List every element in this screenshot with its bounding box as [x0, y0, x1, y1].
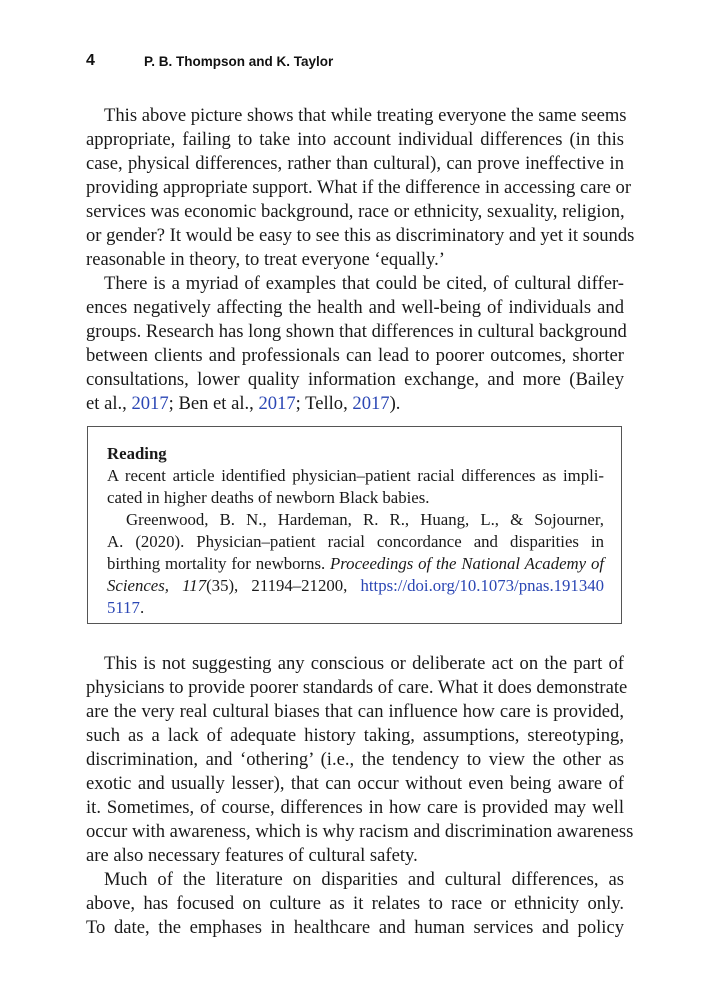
reference-line: 5117.: [107, 598, 145, 617]
body-line: providing appropriate support. What if the difference in accessing care or: [86, 177, 632, 198]
body-line: ences negatively affecting the health and well-being of individuals and: [86, 297, 624, 318]
body-line: To date, the emphases in healthcare and human services and policy: [86, 917, 624, 938]
body-line: occur with awareness, which is why racism and discrimination awareness: [86, 821, 634, 842]
body-line: are the very real cultural biases that can influence how care is provided,: [86, 701, 624, 722]
body-line: There is a myriad of examples that could be cited, of cultural differ-: [104, 273, 624, 294]
running-head-authors: P. B. Thompson and K. Taylor: [144, 54, 334, 69]
doi-link-continued[interactable]: 5117: [107, 598, 140, 617]
body-line: consultations, lower quality information exchange, and more (Bailey: [86, 369, 624, 390]
reading-intro-line: cated in higher deaths of newborn Black babies.: [107, 488, 430, 507]
body-line: are also necessary features of cultural safety.: [86, 845, 418, 866]
body-line: services was economic background, race or ethnicity, sexuality, religion,: [86, 201, 625, 222]
reference-line: Greenwood, B. N., Hardeman, R. R., Huang, L., & Sojourner,: [126, 510, 604, 529]
body-line: or gender? It would be easy to see this as discriminatory and yet it sounds: [86, 225, 635, 246]
body-line: discrimination, and ‘othering’ (i.e., the tendency to view the other as: [86, 749, 624, 770]
citation-line: et al., 2017; Ben et al., 2017; Tello, 2017).: [86, 393, 401, 414]
citation-link-bailey[interactable]: 2017: [131, 393, 169, 414]
body-line: it. Sometimes, of course, differences in how care is provided may well: [86, 797, 624, 818]
citation-link-ben[interactable]: 2017: [258, 393, 296, 414]
journal-volume: Sciences, 117: [107, 576, 207, 595]
body-line: This is not suggesting any conscious or deliberate act on the part of: [104, 653, 624, 674]
journal-title: Proceedings of the National Academy of: [330, 554, 604, 573]
body-line: reasonable in theory, to treat everyone ‘equally.’: [86, 249, 445, 270]
body-line: exotic and usually lesser), that can occur without even being aware of: [86, 773, 624, 794]
reference-line: birthing mortality for newborns. Proceedings of the National Academy of: [107, 554, 604, 573]
page-number: 4: [86, 52, 95, 69]
reading-title: Reading: [107, 444, 167, 463]
body-line: Much of the literature on disparities and cultural differences, as: [104, 869, 624, 890]
doi-link[interactable]: https://doi.org/10.1073/pnas.191340: [360, 576, 604, 595]
body-line: groups. Research has long shown that differences in cultural background: [86, 321, 627, 342]
body-line: case, physical differences, rather than cultural), can prove ineffective in: [86, 153, 624, 174]
body-line: This above picture shows that while treating everyone the same seems: [104, 105, 627, 126]
body-line: appropriate, failing to take into account individual differences (in this: [86, 129, 624, 150]
body-line: physicians to provide poorer standards of care. What it does demonstrate: [86, 677, 628, 698]
citation-link-tello[interactable]: 2017: [352, 393, 390, 414]
body-line: above, has focused on culture as it relates to race or ethnicity only.: [86, 893, 624, 914]
reading-intro-line: A recent article identified physician–patient racial differences as impli-: [107, 466, 604, 485]
body-line: between clients and professionals can lead to poorer outcomes, shorter: [86, 345, 624, 366]
reference-line: Sciences, 117(35), 21194–21200, https://doi.org/10.1073/pnas.191340: [107, 576, 604, 595]
body-line: such as a lack of adequate history taking, assumptions, stereotyping,: [86, 725, 624, 746]
reference-line: A. (2020). Physician–patient racial concordance and disparities in: [107, 532, 604, 551]
